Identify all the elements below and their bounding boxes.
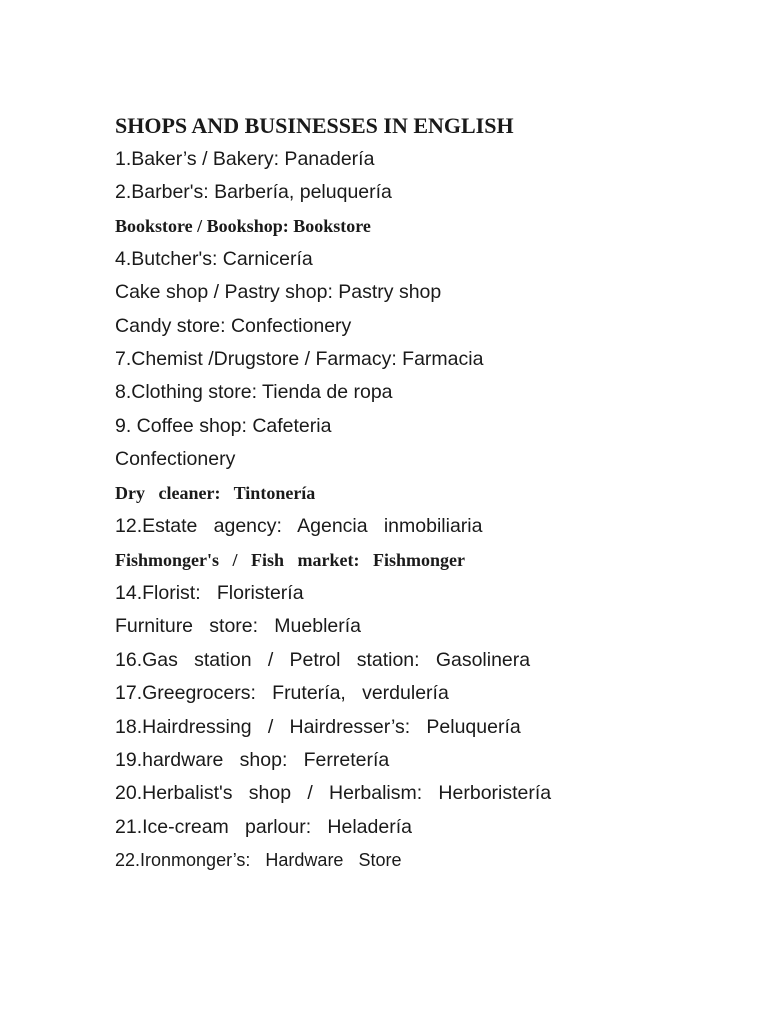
list-item-fishmonger: Fishmonger's / Fish market: Fishmonger bbox=[115, 550, 465, 570]
list-item-cake-shop: Cake shop / Pastry shop: Pastry shop bbox=[115, 281, 442, 303]
list-item-ice-cream-parlour: 21.Ice-cream parlour: Heladería bbox=[115, 816, 412, 838]
list-item-coffee-shop: 9. Coffee shop: Cafeteria bbox=[115, 415, 332, 437]
list-item-ironmonger: 22.Ironmonger’s: Hardware Store bbox=[115, 850, 402, 870]
list-item-estate-agency: 12.Estate agency: Agencia inmobiliaria bbox=[115, 515, 483, 537]
list-item-butcher: 4.Butcher's: Carnicería bbox=[115, 248, 313, 270]
list-item-florist: 14.Florist: Floristería bbox=[115, 582, 304, 604]
list-item-gas-station: 16.Gas station / Petrol station: Gasolinera bbox=[115, 649, 531, 671]
list-item-furniture-store: Furniture store: Mueblería bbox=[115, 615, 362, 637]
list-item-bakery: 1.Baker’s / Bakery: Panadería bbox=[115, 148, 375, 170]
list-item-chemist: 7.Chemist /Drugstore / Farmacy: Farmacia bbox=[115, 348, 484, 370]
document-title: SHOPS AND BUSINESSES IN ENGLISH bbox=[115, 113, 514, 138]
list-item-herbalist: 20.Herbalist's shop / Herbalism: Herboristería bbox=[115, 782, 552, 804]
list-item-candy-store: Candy store: Confectionery bbox=[115, 315, 352, 337]
list-item-hairdressing: 18.Hairdressing / Hairdresser’s: Peluquería bbox=[115, 716, 521, 738]
list-item-hardware-shop: 19.hardware shop: Ferretería bbox=[115, 749, 390, 771]
list-item-confectionery: Confectionery bbox=[115, 448, 236, 470]
list-item-bookstore: Bookstore / Bookshop: Bookstore bbox=[115, 216, 371, 236]
list-item-clothing-store: 8.Clothing store: Tienda de ropa bbox=[115, 381, 393, 403]
list-item-greengrocers: 17.Greegrocers: Frutería, verdulería bbox=[115, 682, 449, 704]
list-item-dry-cleaner: Dry cleaner: Tintonería bbox=[115, 483, 316, 503]
list-item-barber: 2.Barber's: Barbería, peluquería bbox=[115, 181, 392, 203]
